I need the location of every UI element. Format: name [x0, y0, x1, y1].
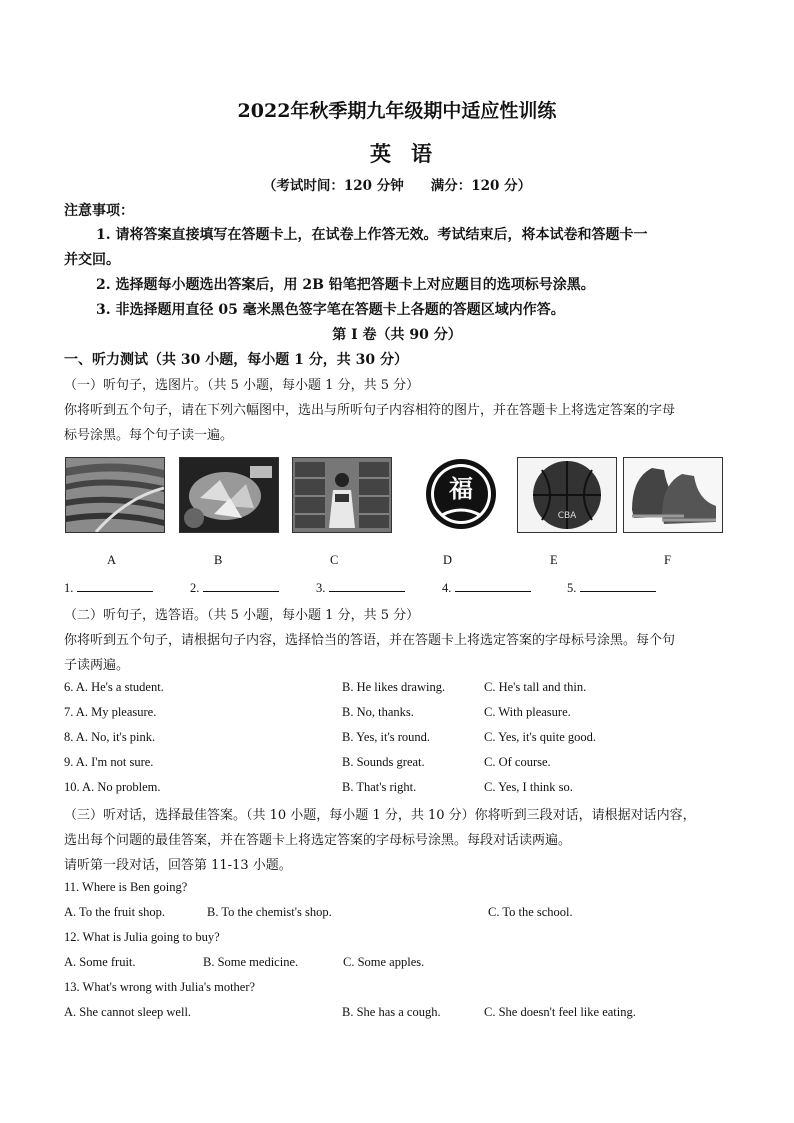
- q13-option-b[interactable]: B. She has a cough.: [342, 1005, 441, 1019]
- part-1-instruction: 你将听到五个句子，请在下列六幅图中，选出与所听句子内容相符的图片，并在答题卡上将选定答案的字母: [64, 403, 676, 418]
- q9-option-a[interactable]: 9. A. I'm not sure.: [64, 755, 154, 769]
- q10-option-b[interactable]: B. That's right.: [342, 780, 417, 794]
- q10-option-a[interactable]: 10. A. No problem.: [64, 780, 161, 794]
- q12-option-a[interactable]: A. Some fruit.: [64, 955, 136, 969]
- fu-paper-cutting-icon: [412, 457, 510, 531]
- volume-title: 第 I 卷（共 90 分）: [332, 327, 462, 343]
- q8-option-c[interactable]: C. Yes, it's quite good.: [484, 730, 596, 744]
- note-item-3: 3. 非选择题用直径 05 毫米黑色签字笔在答题卡上各题的答题区域内作答。: [96, 302, 565, 318]
- q13-option-c[interactable]: C. She doesn't feel like eating.: [484, 1005, 636, 1019]
- terraced-field-photo-icon: [66, 458, 164, 532]
- dialogue-1-intro: 请听第一段对话，回答第 11-13 小题。: [64, 858, 292, 873]
- sneakers-photo-icon: [624, 458, 722, 532]
- part-2-title: （二）听句子，选答语。（共 5 小题，每小题 1 分，共 5 分）: [64, 608, 420, 623]
- q12-option-b[interactable]: B. Some medicine.: [203, 955, 299, 969]
- answer-blank-3[interactable]: 3.: [316, 579, 405, 596]
- q6-option-c[interactable]: C. He's tall and thin.: [484, 680, 587, 694]
- picture-d: [412, 457, 510, 531]
- answer-blank-1[interactable]: 1.: [64, 579, 153, 596]
- q11-option-c[interactable]: C. To the school.: [488, 905, 573, 919]
- note-item-2: 2. 选择题每小题选出答案后，用 2B 铅笔把答题卡上对应题目的选项标号涂黑。: [96, 277, 595, 293]
- part-2-instruction: 你将听到五个句子，请根据句子内容，选择恰当的答语，并在答题卡上将选定答案的字母标号涂黑。每个句: [64, 633, 676, 648]
- answer-blank-2[interactable]: 2.: [190, 579, 279, 596]
- picture-label-b: B: [214, 553, 223, 567]
- subject-title: 英语: [370, 141, 452, 166]
- answer-blank-5[interactable]: 5.: [567, 579, 656, 596]
- q11-option-b[interactable]: B. To the chemist's shop.: [207, 905, 332, 919]
- picture-e: [517, 457, 617, 533]
- picture-a: [65, 457, 165, 533]
- picture-label-a: A: [107, 553, 117, 567]
- q6-option-a[interactable]: 6. A. He's a student.: [64, 680, 164, 694]
- picture-label-e: E: [550, 553, 558, 567]
- q7-option-b[interactable]: B. No, thanks.: [342, 705, 414, 719]
- picture-b: [179, 457, 279, 533]
- q9-option-c[interactable]: C. Of course.: [484, 755, 551, 769]
- note-item-1-cont: 并交回。: [64, 252, 120, 268]
- part-3-title-cont: 选出每个问题的最佳答案，并在答题卡上将选定答案的字母标号涂黑。每段对话读两遍。: [64, 833, 572, 848]
- svg-text:CBA: CBA: [557, 511, 577, 521]
- picture-label-d: D: [443, 553, 453, 567]
- part-2-instruction-cont: 子读两遍。: [64, 658, 130, 673]
- q12-stem: 12. What is Julia going to buy?: [64, 930, 220, 944]
- q6-option-b[interactable]: B. He likes drawing.: [342, 680, 446, 694]
- q12-option-c[interactable]: C. Some apples.: [343, 955, 425, 969]
- note-item-1: 1. 请将答案直接填写在答题卡上，在试卷上作答无效。考试结束后，将本试卷和答题卡一: [96, 227, 648, 243]
- part-3-title: （三）听对话，选择最佳答案。（共 10 小题，每小题 1 分，共 10 分）你将听到三段对话，请根据对话内容，: [64, 808, 696, 823]
- svg-text:福: 福: [449, 474, 473, 503]
- basketball-photo-icon: [518, 458, 616, 532]
- zongzi-dumplings-photo-icon: [180, 458, 278, 532]
- picture-f: [623, 457, 723, 533]
- picture-c: [292, 457, 392, 533]
- q7-option-a[interactable]: 7. A. My pleasure.: [64, 705, 157, 719]
- answer-blank-4[interactable]: 4.: [442, 579, 531, 596]
- q10-option-c[interactable]: C. Yes, I think so.: [484, 780, 573, 794]
- q8-option-b[interactable]: B. Yes, it's round.: [342, 730, 431, 744]
- part-1-title: （一）听句子，选图片。（共 5 小题，每小题 1 分，共 5 分）: [64, 378, 420, 393]
- q8-option-a[interactable]: 8. A. No, it's pink.: [64, 730, 156, 744]
- q11-option-a[interactable]: A. To the fruit shop.: [64, 905, 165, 919]
- girl-reading-in-library-photo-icon: [293, 458, 391, 532]
- part-1-instruction-cont: 标号涂黑。每个句子读一遍。: [64, 428, 234, 443]
- notes-heading: 注意事项：: [64, 203, 134, 219]
- picture-label-c: C: [330, 553, 339, 567]
- q9-option-b[interactable]: B. Sounds great.: [342, 755, 425, 769]
- section-1-title: 一、听力测试（共 30 小题，每小题 1 分，共 30 分）: [64, 352, 408, 368]
- q11-stem: 11. Where is Ben going?: [64, 880, 188, 894]
- q13-option-a[interactable]: A. She cannot sleep well.: [64, 1005, 192, 1019]
- exam-info: （考试时间：120 分钟 满分：120 分）: [262, 178, 532, 194]
- page-title: 2022年秋季期九年级期中适应性训练: [237, 100, 557, 122]
- q7-option-c[interactable]: C. With pleasure.: [484, 705, 571, 719]
- picture-label-f: F: [664, 553, 671, 567]
- q13-stem: 13. What's wrong with Julia's mother?: [64, 980, 256, 994]
